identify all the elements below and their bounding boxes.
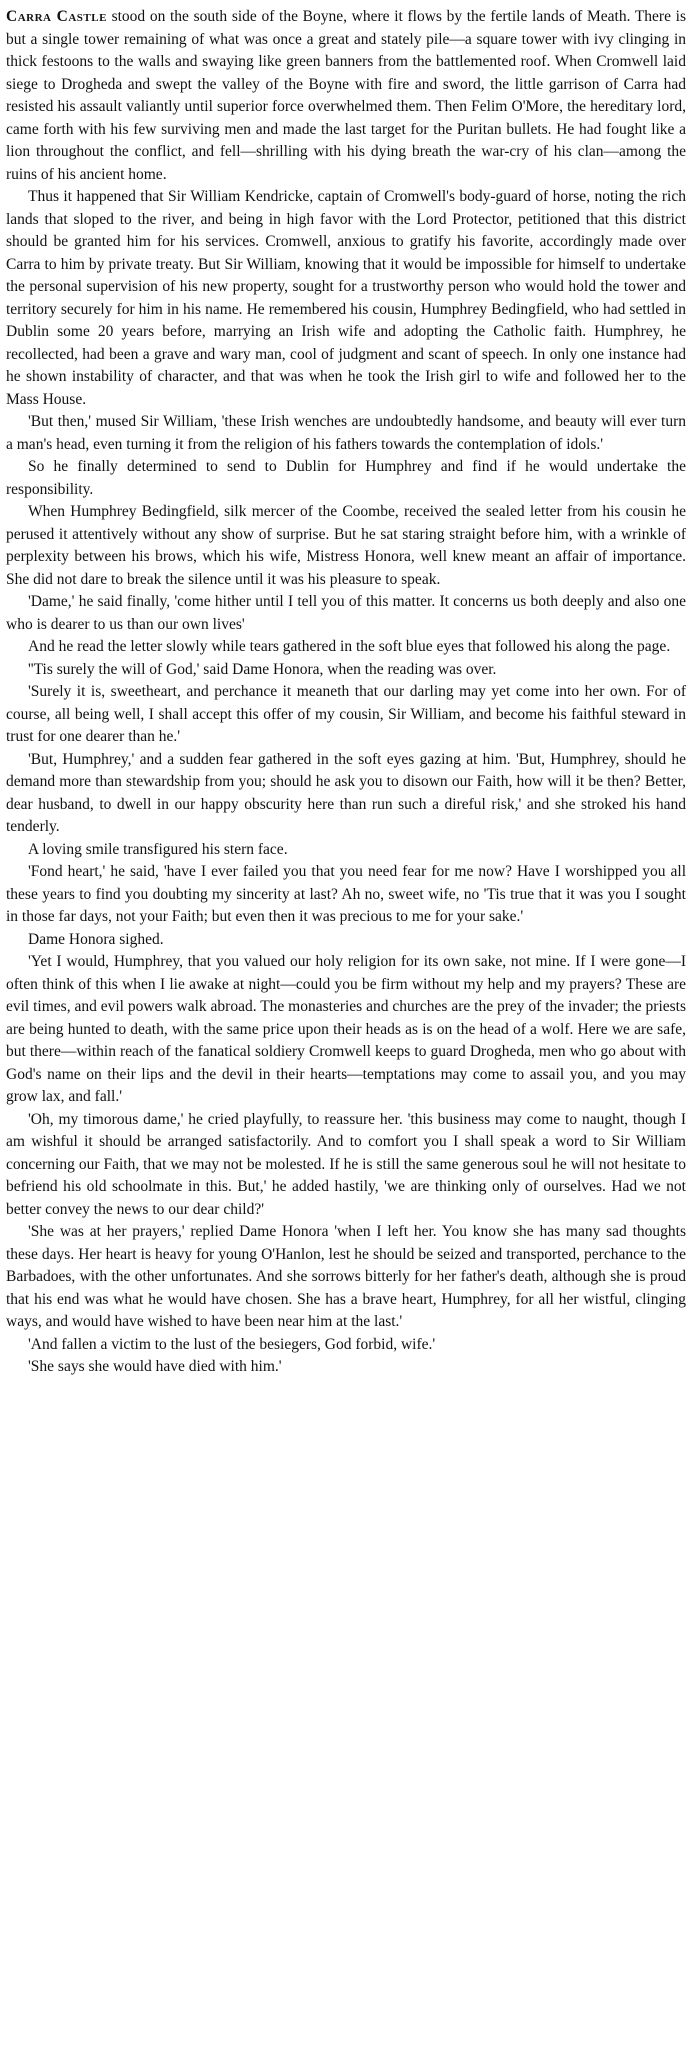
- paragraph: ''Tis surely the will of God,' said Dame Honora, when the reading was over.: [28, 660, 497, 678]
- opening-small-caps: Carra Castle: [6, 8, 107, 25]
- paragraph: 'She says she would have died with him.': [28, 1358, 282, 1375]
- paragraph: 'But then,' mused Sir William, 'these Irish wenches are undoubtedly handsome, and beauty will ever turn a man's head, even turning it from the religion of his fathers towards the contemplation of idols.': [6, 413, 686, 453]
- paragraph: 'Surely it is, sweetheart, and perchance it meaneth that our darling may yet come into her own. For of course, all being well, I shall accept this offer of my cousin, Sir William, and become his faithful steward in trust for one dearer than he.': [6, 683, 686, 745]
- paragraph: 'Dame,' he said finally, 'come hither until I tell you of this matter. It concerns us both deeply and also one who is dearer to us than our own lives': [6, 593, 686, 633]
- opening-paragraph: [6, 6, 686, 186]
- paragraph: 'But, Humphrey,' and a sudden fear gathered in the soft eyes gazing at him. 'But, Humphrey, should he demand more than stewardship from you; should he ask you to disown our Faith, how will it be then? Better, dear husband, to dwell in our happy obscurity here than run such a direful risk,' and she stroked his hand tenderly.: [6, 750, 686, 835]
- paragraph: When Humphrey Bedingfield, silk mercer of the Coombe, received the sealed letter from his cousin he perused it attentively without any show of surprise. But he sat staring straight before him, with a wrinkle of perplexity between his brows, which his wife, Mistress Honora, well knew meant an affair of importance. She did not dare to break the silence until it was his pleasure to speak.: [6, 503, 686, 588]
- paragraph: 'She was at her prayers,' replied Dame Honora 'when I left her. You know she has many sad thoughts these days. Her heart is heavy for young O'Hanlon, lest he should be seized and transported, perchance to the Barbadoes, with the other unfortunates. And she sorrows bitterly for her father's death, although she is proud that his end was what he would have chosen. She has a brave heart, Humphrey, for all her wistful, clinging ways, and would have wished to have been near him at the last.': [6, 1223, 686, 1330]
- paragraph: 'Fond heart,' he said, 'have I ever failed you that you need fear for me now? Have I worshipped you all these years to find you doubting my sincerity at last? Ah no, sweet wife, no 'Tis true that it was you I sought in those far days, not your Faith; but even then it was precious to me for your sake.': [6, 863, 686, 925]
- paragraph: 'And fallen a victim to the lust of the besiegers, God forbid, wife.': [28, 1335, 436, 1353]
- paragraph: So he finally determined to send to Dublin for Humphrey and find if he would undertake the responsibility.: [6, 458, 686, 498]
- paragraph: Dame Honora sighed.: [28, 930, 164, 948]
- paragraph: 'Yet I would, Humphrey, that you valued our holy religion for its own sake, not mine. If I were gone—I often think of this when I lie awake at night—could you be firm without my help and my prayers? These are evil times, and evil powers walk abroad. The monasteries and churches are the prey of the invader; the priests are being hunted to death, with the same price upon their heads as is on the head of a wolf. Here we are safe, but there—within reach of the fanatical soldiery Cromwell keeps to guard Drogheda, men who go about with God's name on their lips and the devil in their hearts—temptations may come to assail you, and you may grow lax, and fall.': [6, 953, 686, 1105]
- opening-text: stood on the south side of the Boyne, where it flows by the fertile lands of Meath. There is but a single tower remaining of what was once a great and stately pile—a square tower with ivy clinging in thick festoons to the walls and swaying like green banners from the battlemented roof. When Cromwell laid siege to Drogheda and swept the valley of the Boyne with fire and sword, the little garrison of Carra had resisted his assault valiantly until superior force overwhelmed them. Then Felim O'More, the hereditary lord, came forth with his few surviving men and made the last target for the Puritan bullets. He had fought like a lion throughout the conflict, and fell—shrilling with his dying breath the war-cry of his clan—among the ruins of his ancient home.: [6, 8, 686, 183]
- paragraph: Thus it happened that Sir William Kendricke, captain of Cromwell's body-guard of horse, noting the rich lands that sloped to the river, and being in high favor with the Lord Protector, petitioned that this district should be granted him for his services. Cromwell, anxious to gratify his favorite, accordingly made over Carra to him by private treaty. But Sir William, knowing that it would be impossible for himself to undertake the personal supervision of his new property, sought for a trustworthy person who would hold the tower and territory securely for him in his name. He remembered his cousin, Humphrey Bedingfield, who had settled in Dublin some 20 years before, marrying an Irish wife and adopting the Catholic faith. Humphrey, he recollected, had been a grave and wary man, cool of judgment and scant of speech. In only one instance had he shown instability of character, and that was when he took the Irish girl to wife and followed her to the Mass House.: [6, 188, 686, 408]
- paragraph: A loving smile transfigured his stern face.: [28, 840, 288, 858]
- paragraph: And he read the letter slowly while tears gathered in the soft blue eyes that followed his along the page.: [28, 638, 671, 655]
- paragraph: 'Oh, my timorous dame,' he cried playfully, to reassure her. 'this business may come to naught, though I am wishful it should be arranged satisfactorily. And to comfort you I shall speak a word to Sir William concerning our Faith, that we may not be molested. If he is still the same generous soul he will not hesitate to befriend his old schoolmate in this. But,' he added hastily, 'we are thinking only of ourselves. Had we not better convey the news to our dear child?': [6, 1110, 686, 1218]
